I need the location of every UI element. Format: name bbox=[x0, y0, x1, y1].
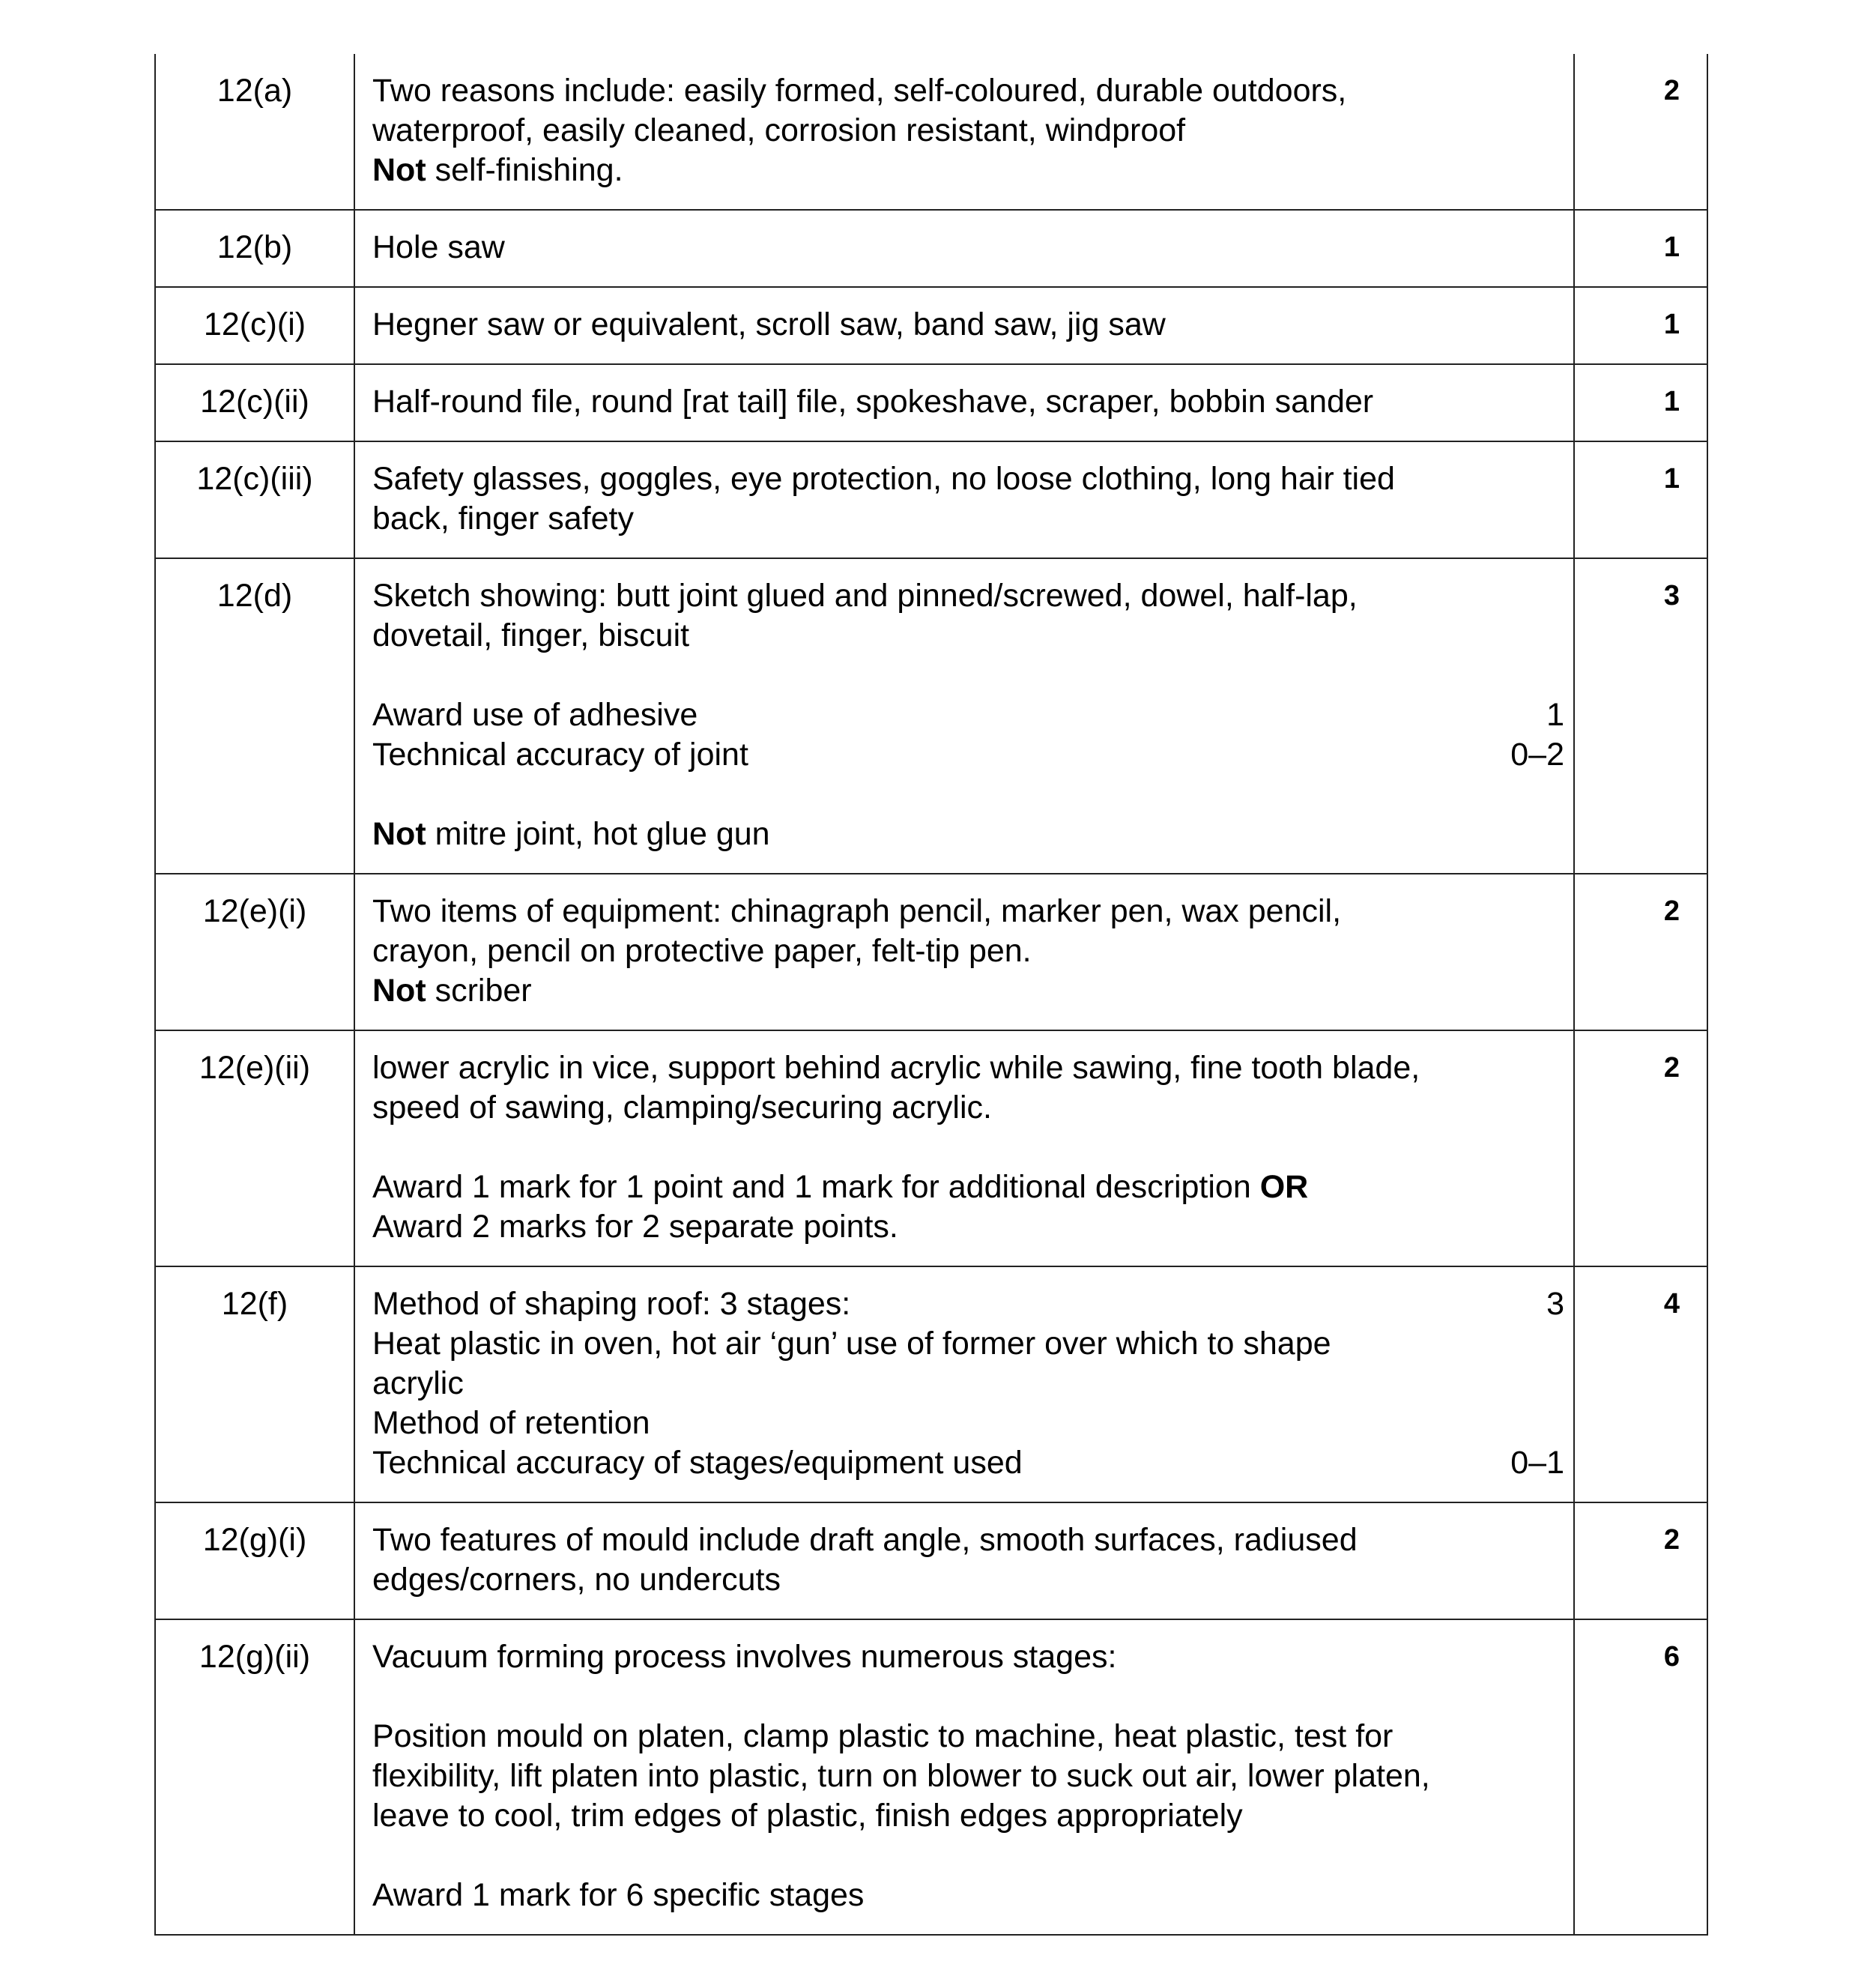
table-row bbox=[155, 1030, 1707, 1266]
answer-cell bbox=[354, 1266, 1574, 1502]
sub-mark-text: Method of shaping roof: 3 stages: bbox=[372, 1286, 851, 1322]
sub-mark-value: 1 bbox=[1546, 697, 1564, 733]
question-number: 12(c)(ii) bbox=[155, 364, 354, 441]
question-number: 12(g)(i) bbox=[155, 1502, 354, 1619]
question-number: 12(g)(ii) bbox=[155, 1619, 354, 1935]
sub-mark-row bbox=[372, 1443, 1564, 1483]
question-number: 12(a) bbox=[155, 54, 354, 210]
question-number: 12(e)(i) bbox=[155, 874, 354, 1030]
answer-line: lower acrylic in vice, support behind acrylic while sawing, fine tooth blade, bbox=[372, 1050, 1420, 1086]
not-label: Not bbox=[372, 816, 426, 852]
question-number: 12(b) bbox=[155, 210, 354, 287]
answer-cell bbox=[354, 210, 1574, 287]
table-row bbox=[155, 1619, 1707, 1935]
question-number: 12(f) bbox=[155, 1266, 354, 1502]
not-line bbox=[372, 971, 1564, 1011]
marks-cell: 3 bbox=[1574, 558, 1707, 874]
sub-mark-row bbox=[372, 735, 1564, 775]
table-row bbox=[155, 54, 1707, 210]
marks-cell: 2 bbox=[1574, 874, 1707, 1030]
mark-scheme-table bbox=[154, 54, 1708, 1936]
sub-mark-value: 3 bbox=[1546, 1286, 1564, 1322]
marks-cell: 1 bbox=[1574, 364, 1707, 441]
answer-line: acrylic bbox=[372, 1365, 464, 1401]
sub-mark-value: 0–1 bbox=[1510, 1445, 1564, 1481]
award-text: Award 1 mark for 1 point and 1 mark for additional description bbox=[372, 1169, 1260, 1205]
mark-scheme-sheet bbox=[154, 54, 1707, 1936]
answer-cell bbox=[354, 54, 1574, 210]
table-row bbox=[155, 441, 1707, 558]
table-row bbox=[155, 210, 1707, 287]
not-text: self-finishing. bbox=[426, 152, 623, 188]
answer-line: flexibility, lift platen into plastic, turn on blower to suck out air, lower platen, bbox=[372, 1758, 1430, 1794]
sub-mark-text: Technical accuracy of joint bbox=[372, 737, 748, 773]
marks-cell: 1 bbox=[1574, 441, 1707, 558]
award-line bbox=[372, 1167, 1564, 1207]
answer-line: crayon, pencil on protective paper, felt-tip pen. bbox=[372, 933, 1032, 969]
answer-line: Half-round file, round [rat tail] file, spokeshave, scraper, bobbin sander bbox=[372, 384, 1374, 420]
table-row bbox=[155, 874, 1707, 1030]
answer-line: edges/corners, no undercuts bbox=[372, 1562, 781, 1598]
question-number: 12(c)(i) bbox=[155, 287, 354, 364]
marks-cell: 1 bbox=[1574, 210, 1707, 287]
answer-cell bbox=[354, 1619, 1574, 1935]
answer-line: waterproof, easily cleaned, corrosion resistant, windproof bbox=[372, 112, 1186, 148]
answer-line: Heat plastic in oven, hot air ‘gun’ use of former over which to shape bbox=[372, 1326, 1331, 1362]
answer-cell bbox=[354, 1030, 1574, 1266]
sub-mark-text: Technical accuracy of stages/equipment used bbox=[372, 1445, 1023, 1481]
table-row bbox=[155, 1266, 1707, 1502]
not-line bbox=[372, 151, 1564, 190]
answer-line: Safety glasses, goggles, eye protection, no loose clothing, long hair tied bbox=[372, 461, 1395, 497]
marks-cell: 4 bbox=[1574, 1266, 1707, 1502]
answer-cell bbox=[354, 558, 1574, 874]
answer-cell bbox=[354, 874, 1574, 1030]
answer-line: dovetail, finger, biscuit bbox=[372, 617, 690, 653]
sub-mark-text: Award use of adhesive bbox=[372, 697, 698, 733]
sub-mark-value: 0–2 bbox=[1510, 737, 1564, 773]
question-number: 12(e)(ii) bbox=[155, 1030, 354, 1266]
table-row bbox=[155, 364, 1707, 441]
award-or: OR bbox=[1259, 1169, 1309, 1205]
not-text: mitre joint, hot glue gun bbox=[426, 816, 770, 852]
answer-cell bbox=[354, 364, 1574, 441]
sub-mark-row bbox=[372, 695, 1564, 735]
answer-line: Two items of equipment: chinagraph pencil, marker pen, wax pencil, bbox=[372, 893, 1342, 929]
marks-cell: 2 bbox=[1574, 1502, 1707, 1619]
not-label: Not bbox=[372, 973, 426, 1009]
answer-cell bbox=[354, 1502, 1574, 1619]
answer-line: Sketch showing: butt joint glued and pinned/screwed, dowel, half-lap, bbox=[372, 578, 1358, 614]
question-number: 12(d) bbox=[155, 558, 354, 874]
answer-line: Position mould on platen, clamp plastic to machine, heat plastic, test for bbox=[372, 1718, 1394, 1754]
answer-cell bbox=[354, 441, 1574, 558]
answer-line: back, finger safety bbox=[372, 501, 634, 537]
not-label: Not bbox=[372, 152, 426, 188]
answer-line: Two features of mould include draft angle, smooth surfaces, radiused bbox=[372, 1522, 1358, 1558]
award-line: Award 1 mark for 6 specific stages bbox=[372, 1877, 865, 1913]
not-line bbox=[372, 815, 1564, 854]
question-number: 12(c)(iii) bbox=[155, 441, 354, 558]
answer-line: Method of retention bbox=[372, 1405, 650, 1441]
sub-mark-row bbox=[372, 1284, 1564, 1324]
marks-cell: 1 bbox=[1574, 287, 1707, 364]
marks-cell: 2 bbox=[1574, 1030, 1707, 1266]
award-line: Award 2 marks for 2 separate points. bbox=[372, 1209, 898, 1245]
marks-cell: 2 bbox=[1574, 54, 1707, 210]
marks-cell: 6 bbox=[1574, 1619, 1707, 1935]
answer-line: Hegner saw or equivalent, scroll saw, band saw, jig saw bbox=[372, 306, 1166, 342]
answer-line: speed of sawing, clamping/securing acrylic. bbox=[372, 1090, 992, 1126]
answer-cell bbox=[354, 287, 1574, 364]
table-row bbox=[155, 287, 1707, 364]
table-row bbox=[155, 1502, 1707, 1619]
answer-line: Hole saw bbox=[372, 229, 505, 265]
answer-line: Two reasons include: easily formed, self-coloured, durable outdoors, bbox=[372, 73, 1347, 109]
answer-line: leave to cool, trim edges of plastic, finish edges appropriately bbox=[372, 1798, 1243, 1834]
table-row bbox=[155, 558, 1707, 874]
not-text: scriber bbox=[426, 973, 532, 1009]
answer-line: Vacuum forming process involves numerous stages: bbox=[372, 1639, 1117, 1675]
